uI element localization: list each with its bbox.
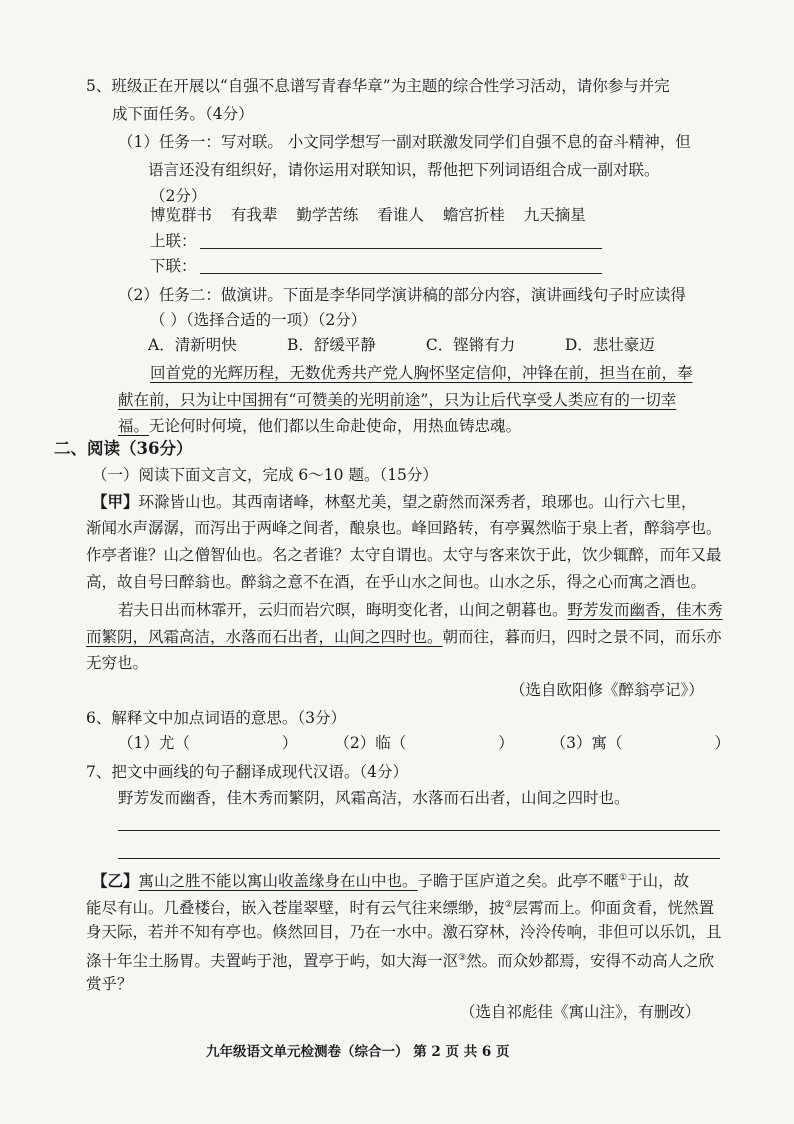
q5-line1: 5、班级正在开展以“自强不息谱写青春华章”为主题的综合性学习活动，请你参与并完 [86,77,670,95]
jia-tag: 【甲】 [92,492,139,511]
q6-item3-label: （3）寓（ [550,734,623,752]
word-item: 博览群书 [150,206,213,224]
speech-line3 [118,416,521,436]
jia-p2-line1 [118,600,723,620]
q6-items [118,733,730,753]
footnote-marker-2: ② [504,900,513,910]
jia-p2-line3: 无穷也。 [86,654,149,672]
q7-sentence: 野芳发而幽香，佳木秀而繁阴，风霜高洁，水落而石出者，山间之四时也。 [118,789,630,807]
yi-line2-b: 层霄而上。仰面贪看，恍然置 [512,899,715,918]
jia-line4: 高，故自号曰醉翁也。醉翁之意不在酒，在乎山水之间也。山水之乐，得之心而寓之酒也。 [86,573,707,591]
yi-line1 [92,868,689,891]
jia-line3: 作亭者谁？山之僧智仙也。名之者谁？太守自谓也。太守与客来饮于此，饮少辄醉，而年又最 [86,546,722,564]
jia-p2-line1-underlined: 野芳发而幽香，佳木秀 [567,601,723,619]
upper-couplet-answer-line[interactable] [200,248,602,249]
yi-line1-end: 于山，故 [627,872,690,891]
yi-line1-text: 子瞻于匡庐道之矣。此亭不暱 [417,872,620,891]
word-item: 蟾宫折桂 [442,206,505,224]
yi-line5: 赏乎？ [86,975,133,993]
option-c[interactable]: C．铿锵有力 [425,336,516,354]
yi-line2-a: 能尽有山。几叠楼台，嵌入苍崖翠壁，时有云气往来缥缈，披 [86,899,505,918]
yi-line3: 身天际，若并不知有亭也。倏然回目，乃在一水中。激石穿林，泠泠传响，非但可以乐饥，且 [86,923,722,941]
option-a[interactable]: A．清新明快 [148,336,237,354]
yi-line2 [86,895,714,918]
q5-task1-line2: 语言还没有组织好，请你运用对联知识，帮他把下列词语组合成一副对联。 [148,161,660,179]
word-bank [150,205,586,225]
upper-couplet-label: 上联： [150,232,197,250]
q5-task1-score: （2分） [150,187,207,205]
q5-options [148,335,655,355]
lower-couplet-answer-line[interactable] [200,273,602,274]
q5-line2: 成下面任务。（4分） [112,105,254,123]
option-d[interactable]: D．悲壮豪迈 [564,336,655,354]
yi-tag: 【乙】 [92,871,139,891]
jia-line1 [92,492,697,512]
q5-task1-line1: （1）任务一：写对联。 小文同学想写一副对联激发同学们自强不息的奋斗精神，但 [118,133,691,151]
q6-item3-close: ） [714,734,731,752]
speech-line3-underlined: 福。 [118,417,150,435]
yi-line4 [86,948,714,971]
word-item: 九天摘星 [523,206,586,224]
jia-p2-line2 [86,627,722,647]
option-b[interactable]: B．舒缓平静 [286,336,376,354]
q6-item1-label: （1）尤（ [118,734,190,752]
q6-item2-close: ） [498,734,514,752]
lower-couplet-label: 下联： [150,257,197,275]
q7-line: 7、把文中画线的句子翻译成现代汉语。（4分） [86,763,408,781]
jia-line2: 渐闻水声潺潺，而泻出于两峰之间者，酿泉也。峰回路转，有亭翼然临于泉上者，醉翁亭也。 [86,519,722,537]
footnote-marker-1: ① [619,873,628,883]
jia-source: （选自欧阳修《醉翁亭记》） [510,681,704,699]
yi-line4-a: 涤十年尘土肠胃。夫置屿于池，置亭于屿，如大海一沤 [86,952,459,971]
q7-answer-line1[interactable] [118,830,720,831]
speech-line2: 献在前，只为让中国拥有“可赞美的光明前途”，只为让后代享受人类应有的一切幸 [118,391,677,409]
q6-item2-label: （2）临（ [334,734,407,752]
word-item: 看谁人 [377,206,424,224]
jia-p2-line1-text: 若夫日出而林霏开，云归而岩穴暝，晦明变化者，山间之朝暮也。 [118,601,568,619]
yi-line4-b: 然。而众妙都焉，安得不动高人之欣 [466,952,715,971]
jia-p2-line2-underlined: 而繁阴，风霜高洁，水落而石出者，山间之四时也。 [86,628,443,646]
page-footer: 九年级语文单元检测卷（综合一） 第 2 页 共 6 页 [206,1044,510,1060]
yi-line1-underlined: 寓山之胜不能以寓山收盖缘身在山中也。 [138,872,418,891]
speech-line3-rest: 无论何时何境，他们都以生命赴使命，用热血铸忠魂。 [149,417,522,435]
yi-source: （选自祁彪佳《寓山注》，有删改） [460,1003,701,1021]
footnote-marker-3: ③ [458,953,467,963]
q5-task2-line1: （2）任务二：做演讲。下面是李华同学演讲稿的部分内容，演讲画线句子时应读得 [118,286,686,304]
reading-part1-instruction: （一）阅读下面文言文，完成 6～10 题。（15分） [92,466,438,484]
q5-task2-line2: （ ）（选择合适的一项）（2分） [150,311,367,329]
section-heading-reading: 二、阅读（36分） [54,439,193,458]
q6-item1-close: ） [281,734,298,752]
word-item: 有我辈 [230,206,278,224]
speech-line1: 回首党的光辉历程，无数优秀共产党人胸怀坚定信仰，冲锋在前，担当在前，奉 [150,364,693,382]
word-item: 勤学苦练 [296,206,359,224]
jia-line1-text: 环滁皆山也。其西南诸峰，林壑尤美，望之蔚然而深秀者，琅琊也。山行六七里， [138,493,697,511]
jia-p2-line2-text: 朝而往，暮而归，四时之景不同，而乐亦 [442,628,722,646]
q6-line: 6、解释文中加点词语的意思。（3分） [86,709,346,727]
q7-answer-line2[interactable] [118,858,720,859]
